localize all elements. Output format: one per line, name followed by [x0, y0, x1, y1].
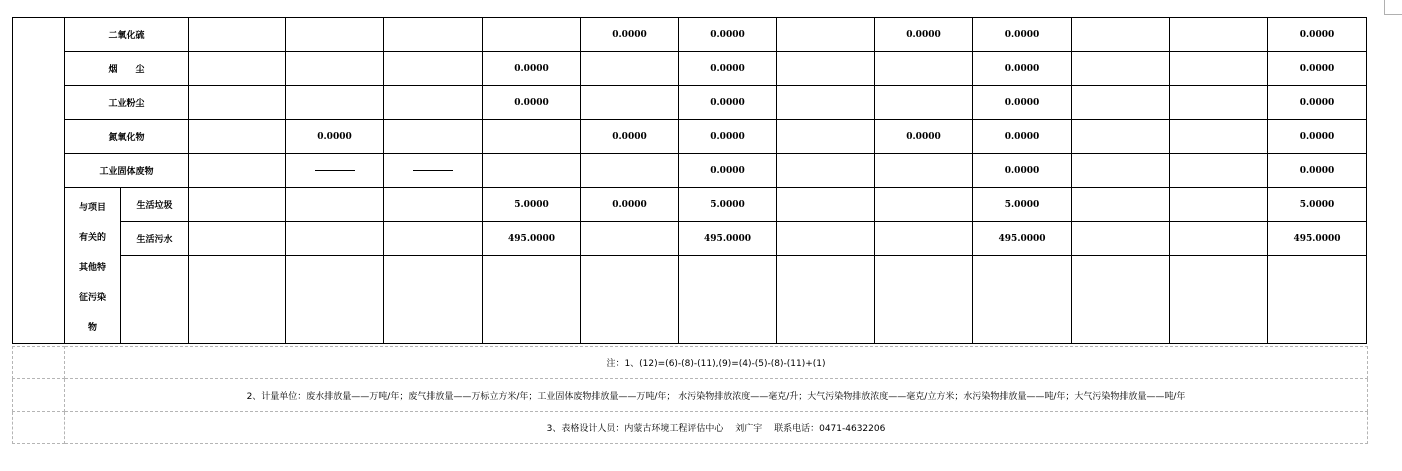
table-cell — [777, 222, 875, 256]
table-cell: 5.0000 — [1268, 188, 1367, 222]
table-cell — [286, 18, 384, 52]
table-cell: 0.0000 — [679, 154, 777, 188]
table-cell — [973, 256, 1072, 344]
table-cell: 0.0000 — [483, 52, 581, 86]
group-label — [65, 188, 121, 344]
table-cell — [1072, 86, 1170, 120]
table-cell — [777, 188, 875, 222]
note-text: 注：1、(12)=(6)-(8)-(11),(9)=(4)-(5)-(8)-(11)+(1) — [65, 347, 1368, 379]
pollutant-table — [12, 17, 1367, 344]
table-cell: 495.0000 — [1268, 222, 1367, 256]
table-cell: 0.0000 — [581, 18, 679, 52]
table-cell — [483, 120, 581, 154]
table-cell — [1170, 86, 1268, 120]
table-cell: 0.0000 — [679, 52, 777, 86]
table-cell: 0.0000 — [679, 86, 777, 120]
table-cell — [1170, 188, 1268, 222]
table-cell — [777, 18, 875, 52]
table-cell: 0.0000 — [581, 120, 679, 154]
table-cell — [189, 222, 286, 256]
table-cell — [286, 222, 384, 256]
group-label-line: 征污染 — [78, 292, 106, 303]
table-cell — [1072, 256, 1170, 344]
table-cell — [384, 222, 483, 256]
sub-row-label: 生活污水 — [121, 222, 189, 256]
table-row — [13, 18, 1367, 52]
table-cell — [189, 154, 286, 188]
table-cell — [384, 256, 483, 344]
table-cell — [384, 18, 483, 52]
table-cell — [189, 120, 286, 154]
table-cell — [286, 52, 384, 86]
table-cell — [1170, 18, 1268, 52]
table-cell — [121, 256, 189, 344]
table-cell — [581, 256, 679, 344]
table-cell — [1072, 18, 1170, 52]
table-row — [13, 86, 1367, 120]
table-cell: 0.0000 — [973, 18, 1072, 52]
table-cell — [1072, 222, 1170, 256]
table-cell — [679, 256, 777, 344]
table-cell: 0.0000 — [286, 120, 384, 154]
note-row — [13, 379, 1368, 412]
table-cell — [189, 52, 286, 86]
row-label: 二氧化硫 — [65, 18, 189, 52]
table-cell — [189, 86, 286, 120]
table-cell: 5.0000 — [679, 188, 777, 222]
note-text: 2、计量单位：废水排放量——万吨/年；废气排放量——万标立方米/年；工业固体废物排放量——万吨/年； 水污染物排放浓度——毫克/升；大气污染物排放浓度——毫克/立方米；水污染物排放量——吨/年；大气污染物排放量——吨/年 — [65, 379, 1368, 412]
table-cell — [581, 52, 679, 86]
table-cell: 0.0000 — [973, 154, 1072, 188]
table-cell: 0.0000 — [483, 86, 581, 120]
table-cell — [384, 52, 483, 86]
table-cell: 0.0000 — [1268, 18, 1367, 52]
table-cell — [1170, 154, 1268, 188]
table-cell — [286, 256, 384, 344]
table-row — [13, 256, 1367, 344]
table-cell — [384, 154, 483, 188]
table-cell: 0.0000 — [1268, 154, 1367, 188]
table-cell — [189, 256, 286, 344]
table-cell — [483, 154, 581, 188]
table-cell: 0.0000 — [581, 188, 679, 222]
group-label-line: 物 — [87, 322, 97, 333]
table-cell — [1170, 256, 1268, 344]
row-label: 工业粉尘 — [65, 86, 189, 120]
table-cell — [286, 188, 384, 222]
note-text: 3、表格设计人员：内蒙古环境工程评估中心 刘广宇 联系电话：0471-4632206 — [65, 412, 1368, 444]
table-cell: 5.0000 — [973, 188, 1072, 222]
table-cell — [1072, 52, 1170, 86]
table-cell — [384, 120, 483, 154]
table-cell — [286, 154, 384, 188]
table-cell: 0.0000 — [875, 18, 973, 52]
table-cell: 5.0000 — [483, 188, 581, 222]
group-label-line: 其他特 — [78, 262, 106, 273]
table-cell — [384, 188, 483, 222]
table-cell: 0.0000 — [973, 86, 1072, 120]
sub-row-label: 生活垃圾 — [121, 188, 189, 222]
table-row — [13, 120, 1367, 154]
note-row — [13, 412, 1368, 444]
table-cell: 0.0000 — [679, 120, 777, 154]
table-cell — [777, 256, 875, 344]
table-cell — [581, 154, 679, 188]
table-cell — [581, 222, 679, 256]
table-cell — [1268, 256, 1367, 344]
table-cell — [483, 256, 581, 344]
table-row — [13, 188, 1367, 222]
table-cell: 0.0000 — [1268, 52, 1367, 86]
table-cell: 0.0000 — [973, 52, 1072, 86]
left-blank-column — [13, 18, 65, 344]
table-cell: 0.0000 — [1268, 120, 1367, 154]
table-cell — [875, 222, 973, 256]
table-cell — [875, 256, 973, 344]
dash-line — [315, 170, 355, 171]
table-cell: 0.0000 — [1268, 86, 1367, 120]
table-cell: 0.0000 — [875, 120, 973, 154]
table-cell — [875, 154, 973, 188]
table-row — [13, 222, 1367, 256]
table-cell — [777, 52, 875, 86]
row-label: 工业固体废物 — [65, 154, 189, 188]
table-cell — [1072, 188, 1170, 222]
table-cell — [189, 18, 286, 52]
table-cell: 0.0000 — [973, 120, 1072, 154]
table-cell — [777, 120, 875, 154]
table-cell — [483, 18, 581, 52]
table-cell — [777, 154, 875, 188]
group-label-line: 有关的 — [78, 232, 106, 243]
table-cell — [1072, 120, 1170, 154]
table-cell — [777, 86, 875, 120]
table-cell — [1170, 120, 1268, 154]
table-cell — [384, 86, 483, 120]
table-cell — [1170, 52, 1268, 86]
table-cell — [1170, 222, 1268, 256]
table-cell: 495.0000 — [679, 222, 777, 256]
group-label-line: 与项目 — [78, 202, 106, 213]
table-cell — [875, 188, 973, 222]
row-label: 烟 尘 — [65, 52, 189, 86]
table-row — [13, 154, 1367, 188]
table-cell — [581, 86, 679, 120]
note-row — [13, 347, 1368, 379]
table-cell: 495.0000 — [973, 222, 1072, 256]
row-label: 氮氧化物 — [65, 120, 189, 154]
table-cell — [875, 52, 973, 86]
table-cell — [286, 86, 384, 120]
table-cell — [875, 86, 973, 120]
dash-line — [413, 170, 453, 171]
table-cell — [189, 188, 286, 222]
corner-mark — [1384, 0, 1402, 15]
notes-table — [12, 346, 1368, 444]
table-cell — [1072, 154, 1170, 188]
table-cell: 0.0000 — [679, 18, 777, 52]
table-row — [13, 52, 1367, 86]
table-cell: 495.0000 — [483, 222, 581, 256]
